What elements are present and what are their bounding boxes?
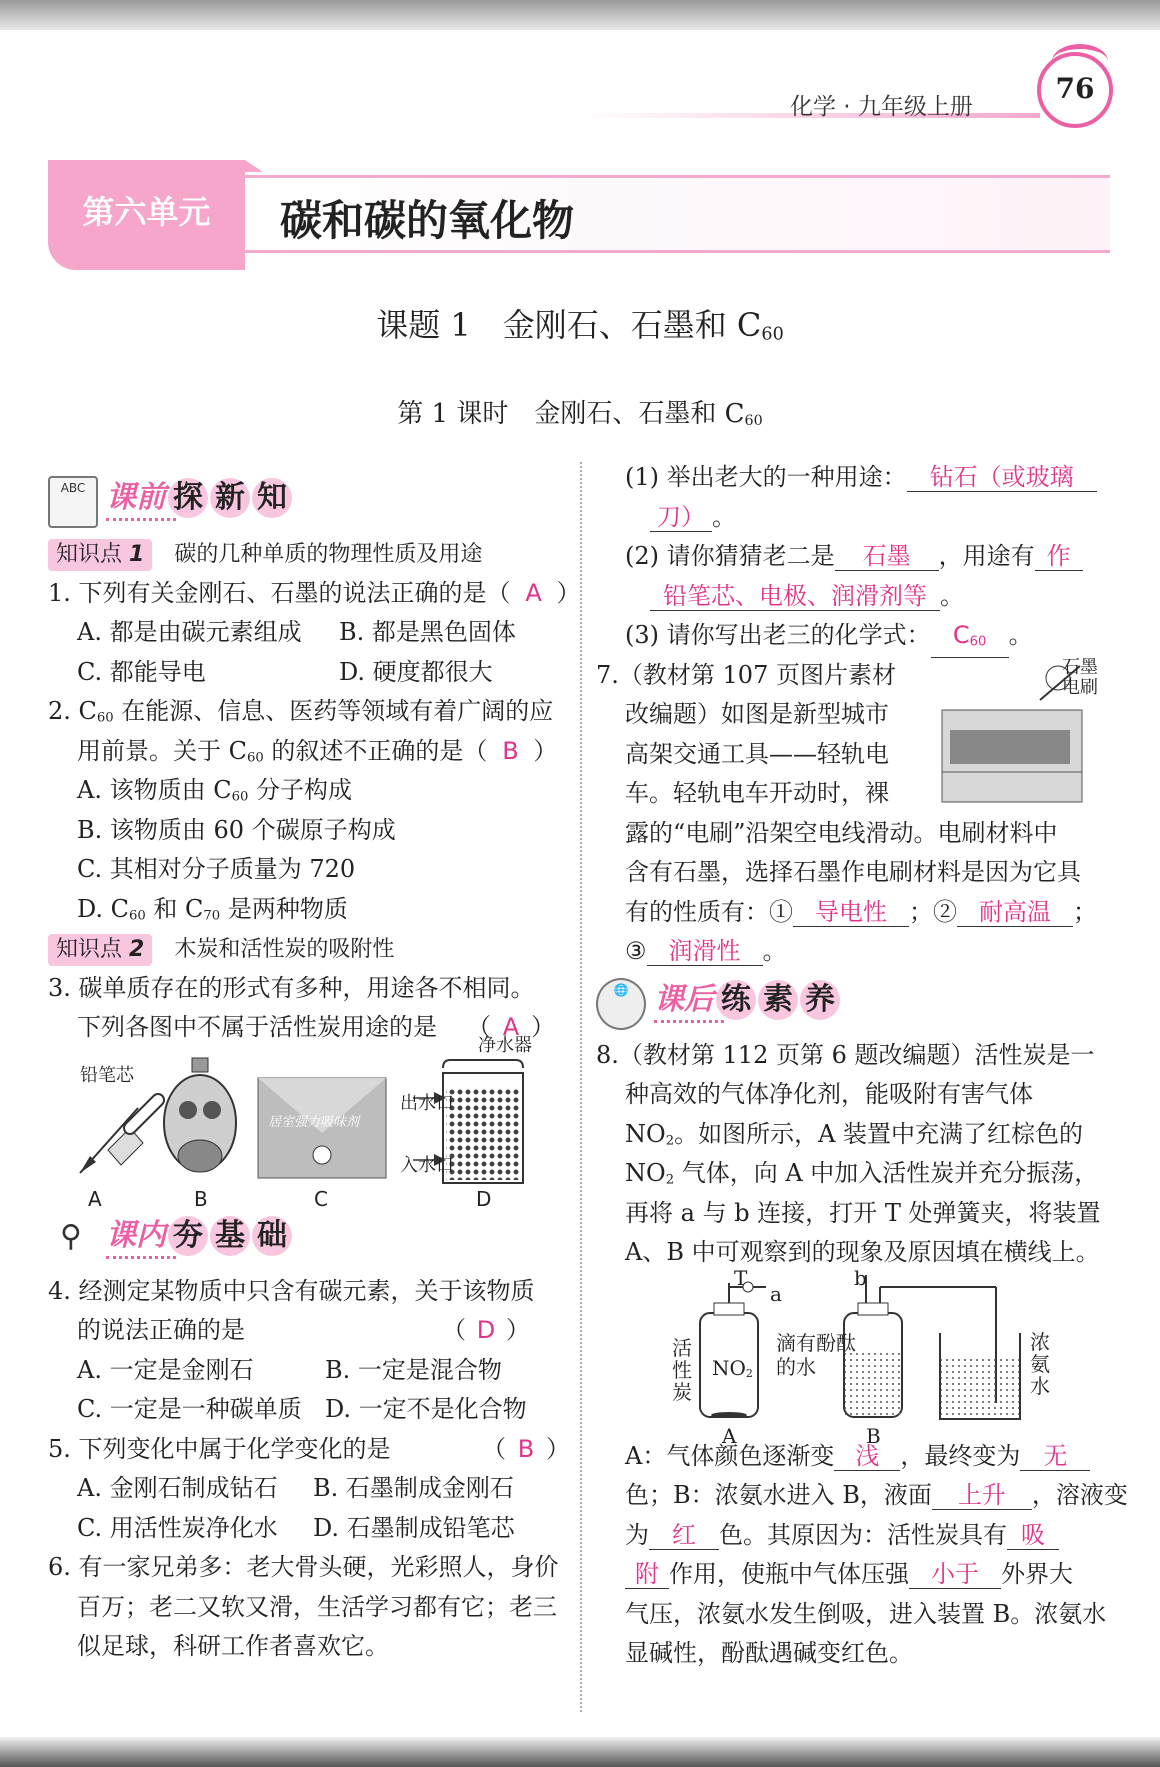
unit-band-bottom-rule	[245, 250, 1110, 253]
desk-lamp-icon: ⚲	[60, 1218, 82, 1254]
gas-mask-picture	[164, 1058, 236, 1172]
fig-caption-c: C	[314, 1186, 328, 1211]
q8-line4: $NO_2$ 气体，向 A 中加入活性炭并充分振荡，	[625, 1159, 1099, 1188]
q6-part3: (3) 请你写出老三的化学式： $C_{60}$ 。	[596, 616, 1116, 656]
label-no2: $NO_2$	[712, 1355, 753, 1380]
q8-line1: 8.（教材第 112 页第 6 题改编题）活性炭是一	[596, 1040, 1095, 1069]
q6-part1-cont: 刀） 。	[596, 498, 1116, 538]
section-after-class	[596, 972, 1116, 1036]
outlet-label: 出水口	[400, 1092, 454, 1114]
q7-line7: 有的性质有：① 导电性 ；② 耐高温 ；	[625, 897, 1097, 926]
section-title: 课前 探 新 知	[106, 478, 292, 518]
column-divider	[580, 462, 582, 1712]
inlet-label: 入水口	[400, 1154, 454, 1176]
unit-label: 第六单元	[82, 193, 211, 231]
q6-stem-line3: 似足球，科研工作者喜欢它。	[77, 1632, 389, 1660]
section-dots	[106, 1256, 176, 1259]
book-icon: ABC	[48, 476, 98, 528]
bottom-edge	[0, 1737, 1160, 1767]
q7-line8: ③ 润滑性 。	[625, 937, 787, 965]
q8-line2: 种高效的气体净化剂，能吸附有害气体	[625, 1080, 1033, 1108]
q4-stem-line2: 的说法正确的是 （ D ）	[77, 1316, 530, 1344]
q5-options-row2: C. 用活性炭净化水 D. 石墨制成铅笔芯	[77, 1513, 515, 1542]
q8-result5: 气压，浓氨水发生倒吸，进入装置 B。浓氨水	[625, 1599, 1107, 1628]
q2-option-d: D. $C_{60}$ 和 $C_{70}$ 是两种物质	[77, 894, 348, 924]
q7-line1: 7.（教材第 107 页图片素材	[596, 660, 896, 689]
q3-figure	[48, 1034, 568, 1211]
unit-band-top-rule	[245, 175, 1110, 178]
q2-option-c: C. 其相对分子质量为 720	[77, 855, 356, 883]
q8-line6: A、B 中可观察到的现象及原因填在横线上。	[625, 1238, 1100, 1266]
label-A: A	[722, 1423, 737, 1448]
label-T: T	[734, 1265, 748, 1290]
globe-icon: 🌐	[596, 978, 646, 1030]
q8-result3: 为 红 色。其原因为：活性炭具有 吸	[596, 1516, 1116, 1556]
pencil-label: 铅笔芯	[80, 1064, 134, 1086]
unit-title: 碳和碳的氧化物	[280, 196, 575, 245]
q2-stem-line1: 2. $C_{60}$ 在能源、信息、医药等领域有着广阔的应	[48, 697, 554, 726]
q7-line5: 露的“电刷”沿架空电线滑动。电刷材料中	[625, 818, 1058, 847]
q8-line5: 再将 a 与 b 连接，打开 T 处弹簧夹，将装置	[625, 1198, 1101, 1227]
q4-stem-line1: 4. 经测定某物质中只含有碳元素，关于该物质	[48, 1276, 535, 1305]
label-B: B	[866, 1423, 881, 1448]
q8-result4: 附 作用，使瓶中气体压强 小于 外界大	[596, 1555, 1116, 1595]
brush-label: 石墨电刷	[1062, 656, 1098, 698]
right-column	[596, 458, 1128, 1674]
q7-intro-block	[596, 656, 1116, 814]
q8-line3: $NO_2$。如图所示，A 装置中充满了红棕色的	[625, 1119, 1084, 1149]
q8-result6: 显碱性，酚酞遇碱变红色。	[625, 1639, 913, 1667]
purifier-label: 净水器	[478, 1034, 532, 1056]
q6-part1: (1) 举出老大的一种用途： 钻石（或玻璃	[596, 458, 1116, 498]
unit-tab-corner	[245, 160, 263, 172]
fig-caption-d: D	[476, 1186, 492, 1211]
q8-result1: A：气体颜色逐渐变 浅 ，最终变为 无	[596, 1437, 1116, 1477]
section-in-class	[48, 1208, 568, 1272]
q1-stem: 1. 下列有关金刚石、石墨的说法正确的是（ A ）	[48, 578, 581, 607]
q6-part2: (2) 请你猜猜老二是 石墨 ，用途有 作	[596, 537, 1116, 577]
pencil-picture	[80, 1100, 158, 1173]
q6-stem-line2: 百万；老二又软又滑，生活学习都有它；老三	[77, 1592, 557, 1621]
q4-options-row1: A. 一定是金刚石 B. 一定是混合物	[77, 1355, 502, 1384]
q7-line2: 改编题）如图是新型城市	[625, 700, 889, 728]
label-phenolphthalein-water: 滴有酚酞的水	[776, 1330, 856, 1379]
q5-options-row1: A. 金刚石制成钻石 B. 石墨制成金刚石	[77, 1474, 514, 1502]
section-dots	[654, 1020, 724, 1023]
top-edge	[0, 0, 1160, 30]
label-a: a	[770, 1281, 782, 1306]
header-subject: 化学 · 九年级上册	[790, 94, 973, 120]
q1-options-row2: C. 都能导电 D. 硬度都很大	[77, 657, 493, 686]
lesson-title: 课题 1 金刚石、石墨和 $C_{60}$	[376, 306, 784, 345]
q7-line6: 含有石墨，选择石墨作电刷材料是因为它具	[625, 858, 1081, 886]
page-number: 76	[1037, 52, 1113, 128]
q4-options-row2: C. 一定是一种碳单质 D. 一定不是化合物	[77, 1395, 527, 1423]
q2-stem-line2: 用前景。关于 $C_{60}$ 的叙述不正确的是（ B ）	[77, 736, 558, 766]
q8-figure	[596, 1265, 1116, 1448]
section-title: 课内 夯 基 础	[106, 1216, 292, 1256]
q3-stem-line1: 3. 碳单质存在的形式有多种，用途各不相同。	[48, 973, 535, 1002]
q7-line3: 高架交通工具——轻轨电	[625, 739, 889, 768]
left-column	[48, 470, 581, 1667]
q2-option-b: B. 该物质由 60 个碳原子构成	[77, 815, 396, 844]
q5-stem: 5. 下列变化中属于化学变化的是 （ B ）	[48, 1434, 570, 1463]
fig-caption-a: A	[88, 1186, 102, 1211]
q6-stem-line1: 6. 有一家兄弟多：老大骨头硬，光彩照人，身价	[48, 1553, 559, 1581]
section-pre-class	[48, 470, 568, 534]
box-label: 居室强力吸味剂	[268, 1114, 360, 1130]
q6-part2-cont: 铅笔芯、电极、润滑剂等 。	[596, 577, 1116, 617]
label-charcoal: 活性炭	[672, 1335, 692, 1404]
section-title: 课后 练 素 养	[654, 980, 840, 1020]
q1-options-row1: A. 都是由碳元素组成 B. 都是黑色固体	[77, 618, 516, 646]
knowledge-point-2: 知识点 2 木炭和活性炭的吸附性	[48, 929, 568, 969]
q2-option-a: A. 该物质由 $C_{60}$ 分子构成	[77, 776, 353, 805]
label-b: b	[854, 1265, 867, 1290]
period-title: 第 1 课时 金刚石、石墨和 $C_{60}$	[397, 399, 763, 429]
label-ammonia: 浓氨水	[1030, 1329, 1050, 1398]
q3-stem-line2: 下列各图中不属于活性炭用途的是 （ A ）	[77, 1013, 555, 1041]
fig-caption-b: B	[194, 1186, 208, 1211]
q7-line4: 车。轻轨电车开动时，裸	[625, 779, 889, 807]
section-dots	[106, 518, 176, 521]
q8-result2: 色；B：浓氨水进入 B，液面 上升 ，溶液变	[625, 1481, 1128, 1509]
knowledge-point-1: 知识点 1 碳的几种单质的物理性质及用途	[48, 534, 568, 574]
